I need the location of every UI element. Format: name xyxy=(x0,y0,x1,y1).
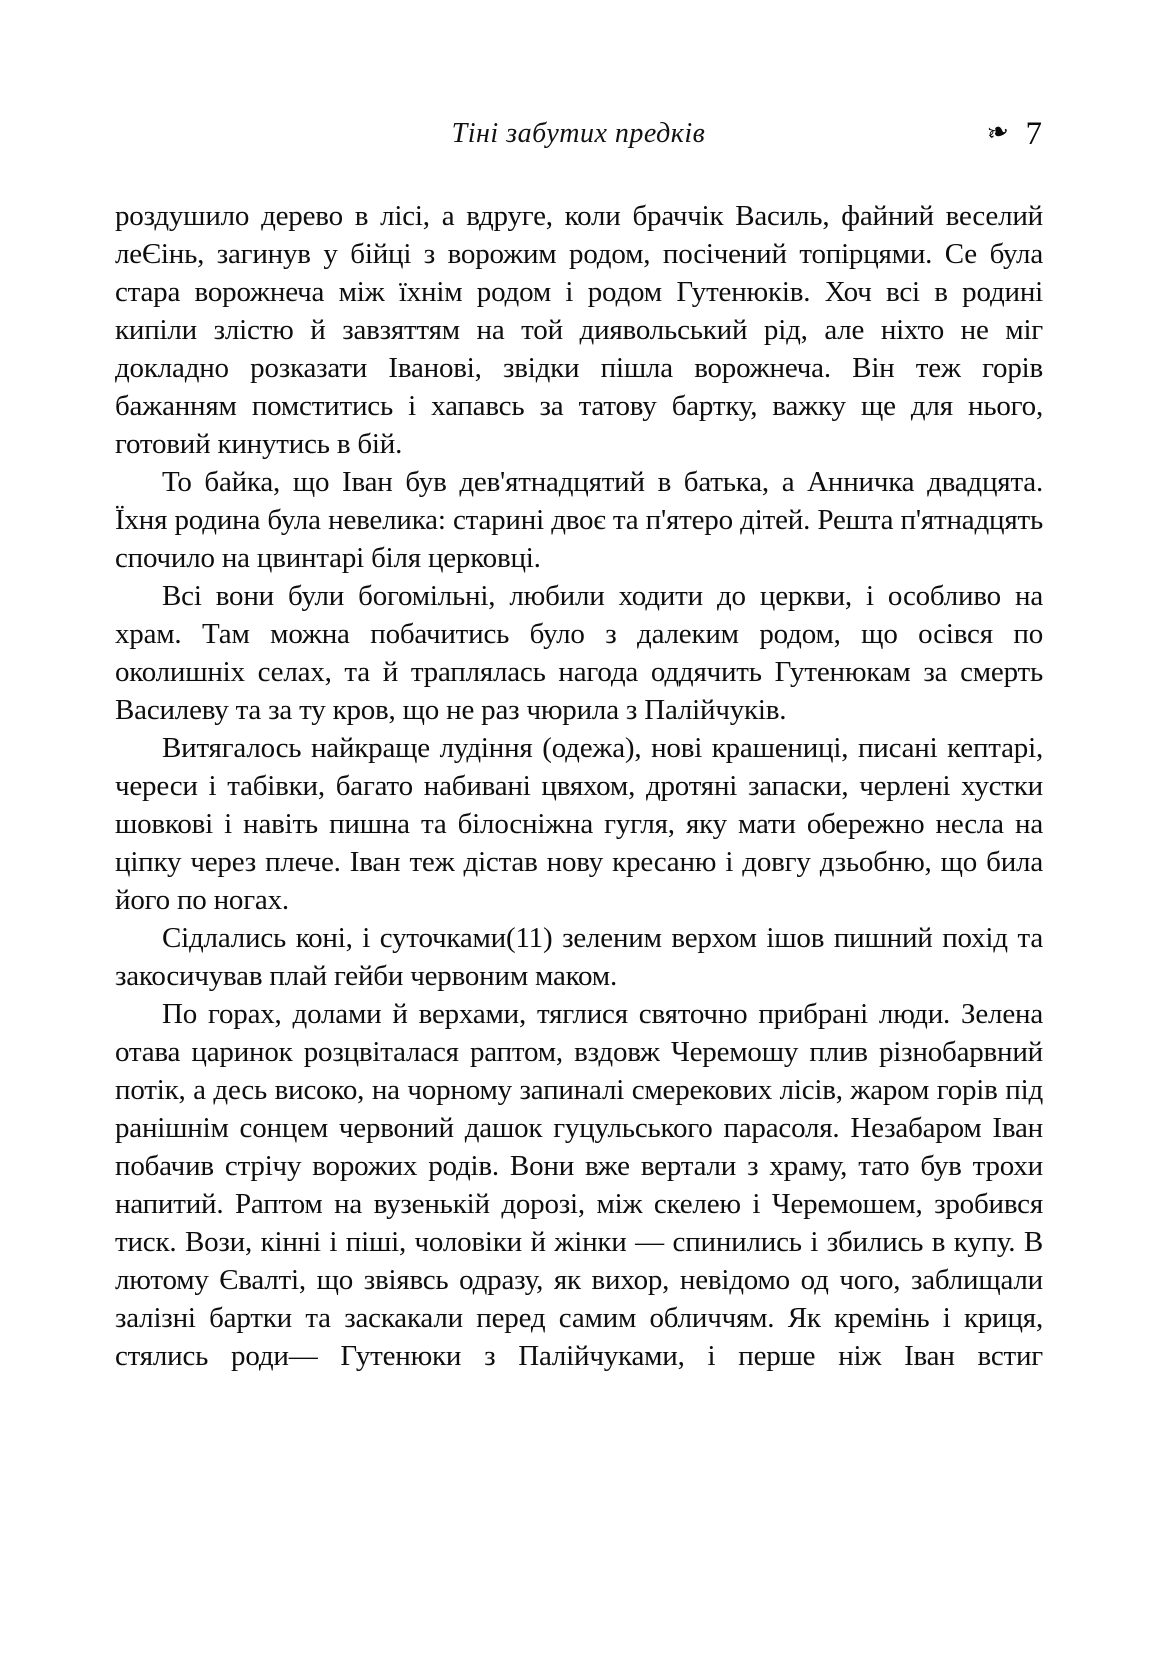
fleuron-ornament-icon: ❧ xyxy=(983,114,1013,150)
paragraph: Сідлались коні, і суточками(11) зеленим верхом ішов пишний похід та закосичував плай гейби червоним маком. xyxy=(115,922,1043,992)
paragraph: То байка, що Іван був дев'ятнадцятий в батька, а Анничка двадцята. Їхня родина була невелика: старині двоє та п'ятеро дітей. Решта п'ятнадцять спочило на цвинтарі біля церковці. xyxy=(115,466,1043,574)
paragraph: Всі вони були богомільні, любили ходити до церкви, і особливо на храм. Там можна побачитись було з далеким родом, що осівся по околишніх селах, та й траплялась нагода оддячить Гутенюкам за смерть Василеву та за ту кров, що не раз чюрила з Палійчуків. xyxy=(115,580,1043,726)
paragraph: Витягалось найкраще лудіння (одежа), нові крашениці, писані кептарі, череси і табівки, багато набивані цвяхом, дротяні запаски, черлені хустки шовкові і навіть пишна та білосніжна гугля, яку мати обережно несла на ціпку через плече. Іван теж дістав нову кресаню і довгу дзьобню, що била його по ногах. xyxy=(115,732,1043,916)
paragraph: роздушило дерево в лісі, а вдруге, коли браччік Василь, файний веселий леЄінь, загинув у бійці з ворожим родом, посічений топірцями. Се була стара ворожнеча між їхнім родом і родом Гутенюків. Хоч всі в родині кипіли злістю й завзяттям на той диявольський рід, але ніхто не міг докладно розказати Іванові, звідки пішла ворожнеча. Він теж горів бажанням помститись і хапавсь за татову бартку, важку ще для нього, готовий кинутись в бій. xyxy=(115,200,1043,460)
running-header xyxy=(115,114,1042,158)
running-header-title: Тіні забутих предків xyxy=(451,118,706,149)
paragraph: По горах, долами й верхами, тяглися святочно прибрані люди. Зелена отава царинок розцвіталася раптом, вздовж Черемошу плив різнобарвний потік, а десь високо, на чорному запиналі смерекових лісів, жаром горів під ранішнім сонцем червоний дашок гуцульського парасоля. Незабаром Іван побачив стрічу ворожих родів. Вони вже вертали з храму, тато був трохи напитий. Раптом на вузенькій дорозі, між скелею і Черемошем, зробився тиск. Вози, кінні і піші, чоловіки й жінки — спинились і збились в купу. В лютому Євалті, що звіявсь одразу, як вихор, невідомо од чого, заблищали залізні бартки та заскакали перед самим обличчям. Як кремінь і криця, стялись роди— Гутенюки з Палійчуками, і перше ніж Іван встиг xyxy=(115,998,1043,1372)
page-body xyxy=(115,197,1043,1375)
page-number: 7 xyxy=(1025,116,1042,152)
header-page-number-group xyxy=(983,114,1042,154)
